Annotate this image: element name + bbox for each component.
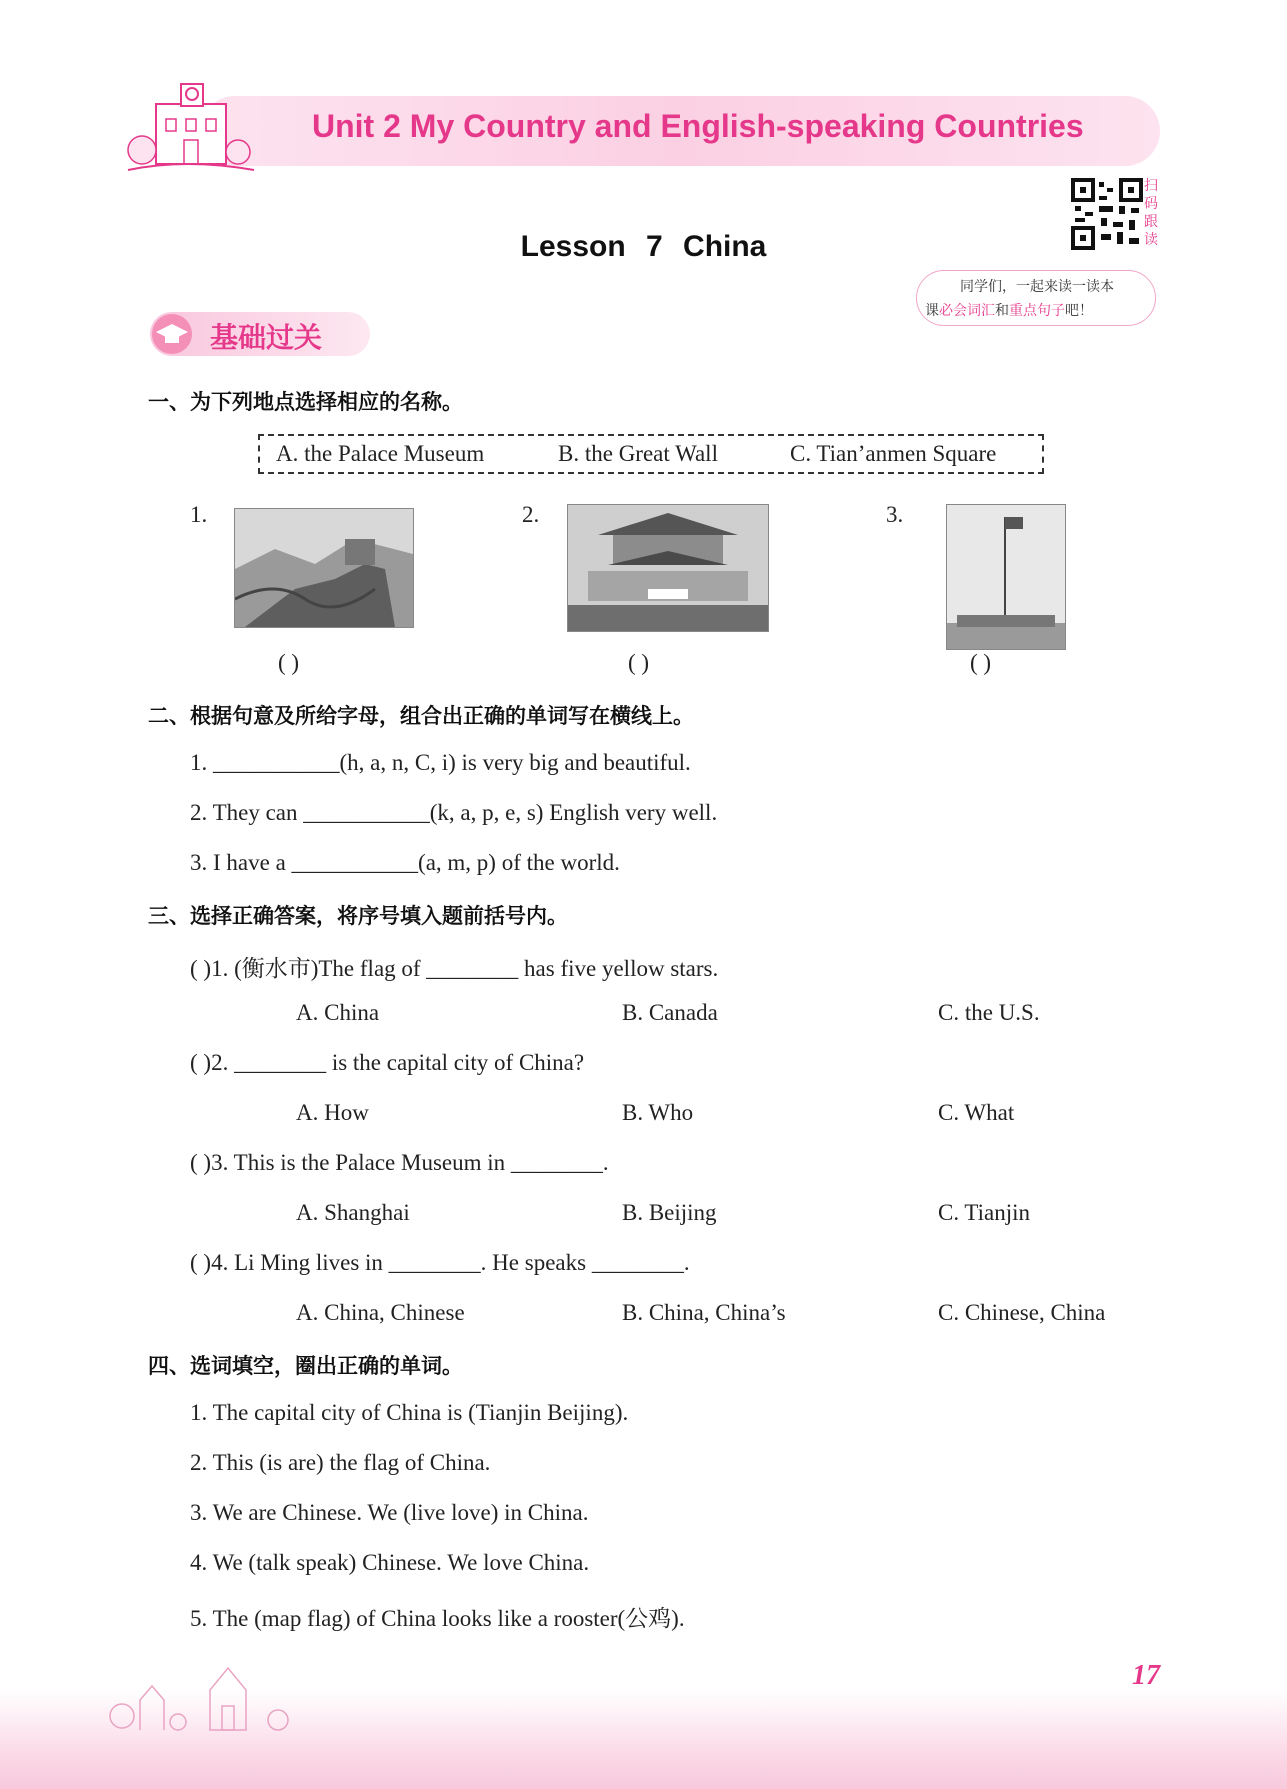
answer-paren[interactable]: ( ) (628, 650, 650, 675)
choice-a: A. China (296, 1000, 380, 1025)
circle-word-line[interactable]: 3. We are Chinese. We (live love) in China. (190, 1500, 589, 1525)
choice-b: B. Beijing (622, 1200, 717, 1225)
question-stem[interactable]: ( )2. ________ is the capital city of China? (190, 1050, 585, 1075)
answer-paren[interactable]: ( ) (278, 650, 300, 675)
option-c: C. Tian’anmen Square (790, 441, 997, 466)
bubble-highlight: 必会词汇 (939, 303, 995, 319)
bubble-text: 吧！ (1065, 303, 1093, 319)
answer-paren[interactable]: ( ) (970, 650, 992, 675)
choice-a: A. China, Chinese (296, 1300, 465, 1325)
part3-heading: 三、选择正确答案，将序号填入题前括号内。 (148, 904, 568, 928)
choice-b: B. China, China’s (622, 1300, 786, 1325)
item-number: 1. (190, 502, 208, 527)
tiananmen-square-photo (946, 504, 1066, 650)
bubble-highlight: 重点句子 (1009, 303, 1065, 319)
bubble-text: 和 (995, 303, 1009, 319)
fill-blank-line[interactable]: 1. ___________(h, a, n, C, i) is very big and beautiful. (190, 750, 691, 775)
page-number: 17 (1132, 1660, 1160, 1691)
choice-a: A. Shanghai (296, 1200, 410, 1225)
great-wall-photo (234, 508, 414, 628)
choice-c: C. Tianjin (938, 1200, 1031, 1225)
question-stem[interactable]: ( )3. This is the Palace Museum in ________. (190, 1150, 609, 1175)
circle-word-line[interactable]: 1. The capital city of China is (Tianjin Beijing). (190, 1400, 629, 1425)
graduation-cap-icon (148, 312, 200, 356)
qr-caption: 扫码跟读 (1144, 178, 1158, 248)
choice-c: C. Chinese, China (938, 1300, 1106, 1325)
question-stem[interactable]: ( )1. (衡水市)The flag of ________ has five yellow stars. (190, 956, 719, 981)
part4-heading: 四、选词填空，圈出正确的单词。 (148, 1354, 463, 1378)
palace-museum-photo (567, 504, 769, 632)
lesson-title: Lesson 7 China (520, 230, 767, 263)
castle-decoration-icon (100, 1650, 340, 1740)
circle-word-line[interactable]: 2. This (is are) the flag of China. (190, 1450, 491, 1475)
fill-blank-line[interactable]: 3. I have a ___________(a, m, p) of the world. (190, 850, 620, 875)
option-b: B. the Great Wall (558, 441, 718, 466)
item-number: 2. (522, 502, 540, 527)
choice-a: A. How (296, 1100, 369, 1125)
choice-b: B. Canada (622, 1000, 718, 1025)
unit-title: Unit 2 My Country and English-speaking Countries (312, 108, 1084, 144)
part2-heading: 二、根据句意及所给字母，组合出正确的单词写在横线上。 (148, 704, 694, 728)
circle-word-line[interactable]: 5. The (map flag) of China looks like a rooster(公鸡). (190, 1606, 685, 1631)
item-number: 3. (886, 502, 904, 527)
part1-heading: 一、为下列地点选择相应的名称。 (148, 390, 463, 414)
question-stem[interactable]: ( )4. Li Ming lives in ________. He speaks ________. (190, 1250, 690, 1275)
bubble-text: 课 (925, 303, 939, 319)
circle-word-line[interactable]: 4. We (talk speak) Chinese. We love China. (190, 1550, 590, 1575)
fill-blank-line[interactable]: 2. They can ___________(k, a, p, e, s) English very well. (190, 800, 718, 825)
choice-c: C. the U.S. (938, 1000, 1040, 1025)
section-tag-label: 基础过关 (210, 321, 323, 354)
option-a: A. the Palace Museum (276, 441, 485, 466)
bubble-line-1: 同学们，一起来读一读本 (960, 279, 1114, 295)
bubble-line-2 (925, 300, 1093, 320)
choice-c: C. What (938, 1100, 1015, 1125)
school-building-icon (126, 74, 256, 178)
choice-b: B. Who (622, 1100, 694, 1125)
